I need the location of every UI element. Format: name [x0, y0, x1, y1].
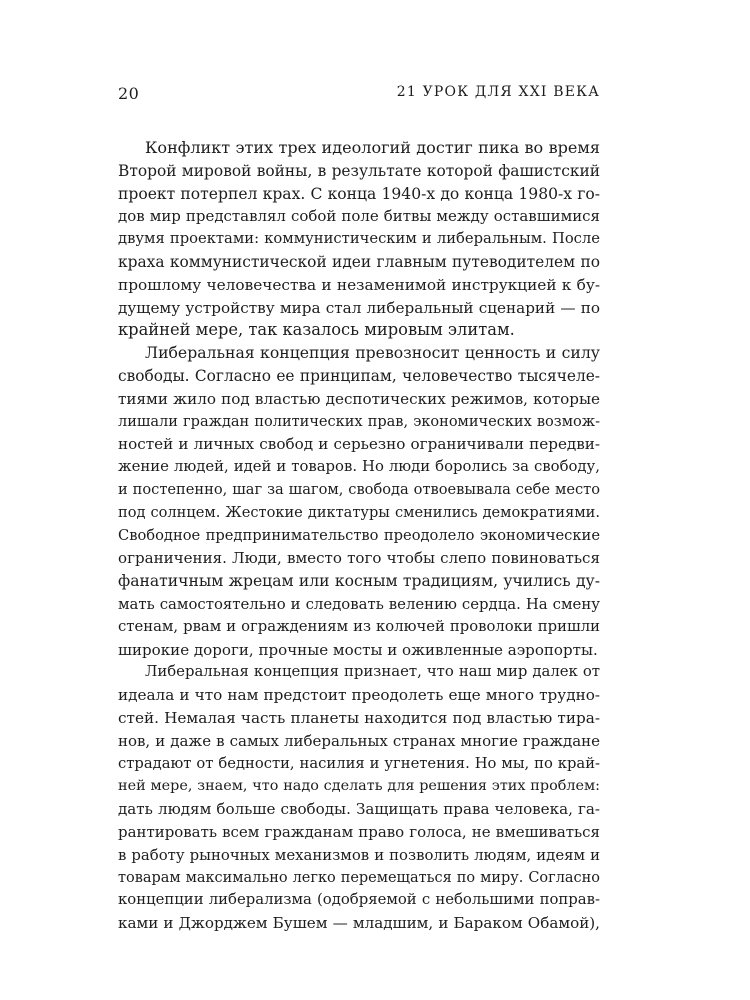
- body-text: [118, 137, 600, 935]
- text-line: концепции либерализма (одобряемой с небольшими поправ-: [118, 891, 600, 909]
- text-line: тиями жило под властью деспотических режимов, которые: [118, 389, 600, 408]
- text-line: под солнцем. Жестокие диктатуры сменились демократиями.: [118, 503, 600, 521]
- text-line: идеала и что нам предстоит преодолеть еще много трудно-: [118, 686, 600, 705]
- text-line: ками и Джорджем Бушем — младшим, и Бараком Обамой),: [118, 914, 600, 933]
- text-line: нов, и даже в самых либеральных странах многие граждане: [118, 731, 600, 750]
- text-line: жение людей, идей и товаров. Но люди боролись за свободу,: [118, 458, 600, 476]
- text-line: лишали граждан политических прав, экономических возмож-: [118, 413, 600, 430]
- text-line: краха коммунистической идеи главным путеводителем по: [118, 252, 600, 271]
- running-title: 21 УРОК ДЛЯ XXI ВЕКА: [396, 84, 600, 100]
- running-head: [118, 84, 600, 106]
- text-line: стей. Немалая часть планеты находится под властью тира-: [118, 708, 600, 727]
- text-line: фанатичным жрецам или косным традициям, учились ду-: [118, 572, 600, 591]
- text-line: свободы. Согласно ее принципам, человечество тысячеле-: [118, 366, 600, 385]
- text-line: ней мере, знаем, что надо сделать для решения этих проблем:: [118, 778, 600, 795]
- text-line: в работу рыночных механизмов и позволить людям, идеям и: [118, 845, 600, 864]
- page-number: 20: [118, 84, 140, 103]
- text-line: дущему устройству мира стал либеральный сценарий — по: [118, 298, 600, 317]
- text-line: рантировать всем гражданам право голоса, не вмешиваться: [118, 822, 600, 841]
- text-line: дов мир представлял собой поле битвы между оставшимися: [118, 207, 600, 226]
- text-line: Либеральная концепция превозносит ценность и силу: [145, 343, 600, 363]
- text-line: Свободное предпринимательство преодолело экономические: [118, 526, 600, 544]
- text-line: страдают от бедности, насилия и угнетения. Но мы, по край-: [118, 754, 600, 772]
- text-line: широкие дороги, прочные мосты и оживленные аэропорты.: [118, 640, 598, 659]
- text-line: и постепенно, шаг за шагом, свобода отвоевывала себе место: [118, 480, 600, 498]
- text-line: товарам максимально легко перемещаться по миру. Согласно: [118, 869, 600, 886]
- text-line: крайней мере, так казалось мировым элитам.: [118, 320, 515, 340]
- text-line: Либеральная концепция признает, что наш мир далек от: [145, 663, 600, 681]
- text-line: двумя проектами: коммунистическим и либеральным. После: [118, 230, 600, 248]
- text-line: ностей и личных свобод и серьезно ограничивали передви-: [118, 435, 600, 454]
- text-line: Второй мировой войны, в результате которой фашистский: [118, 161, 600, 180]
- text-line: дать людям больше свободы. Защищать права человека, га-: [118, 800, 600, 819]
- text-line: стенам, рвам и ограждениям из колючей проволоки пришли: [118, 617, 600, 635]
- text-line: Конфликт этих трех идеологий достиг пика во время: [145, 138, 600, 157]
- text-line: проект потерпел крах. С конца 1940-х до конца 1980-х го-: [118, 184, 600, 203]
- text-line: мать самостоятельно и следовать велению сердца. На смену: [118, 594, 600, 613]
- text-line: ограничения. Люди, вместо того чтобы слепо повиноваться: [118, 549, 600, 568]
- text-line: прошлому человечества и незаменимой инструкцией к бу-: [118, 275, 600, 294]
